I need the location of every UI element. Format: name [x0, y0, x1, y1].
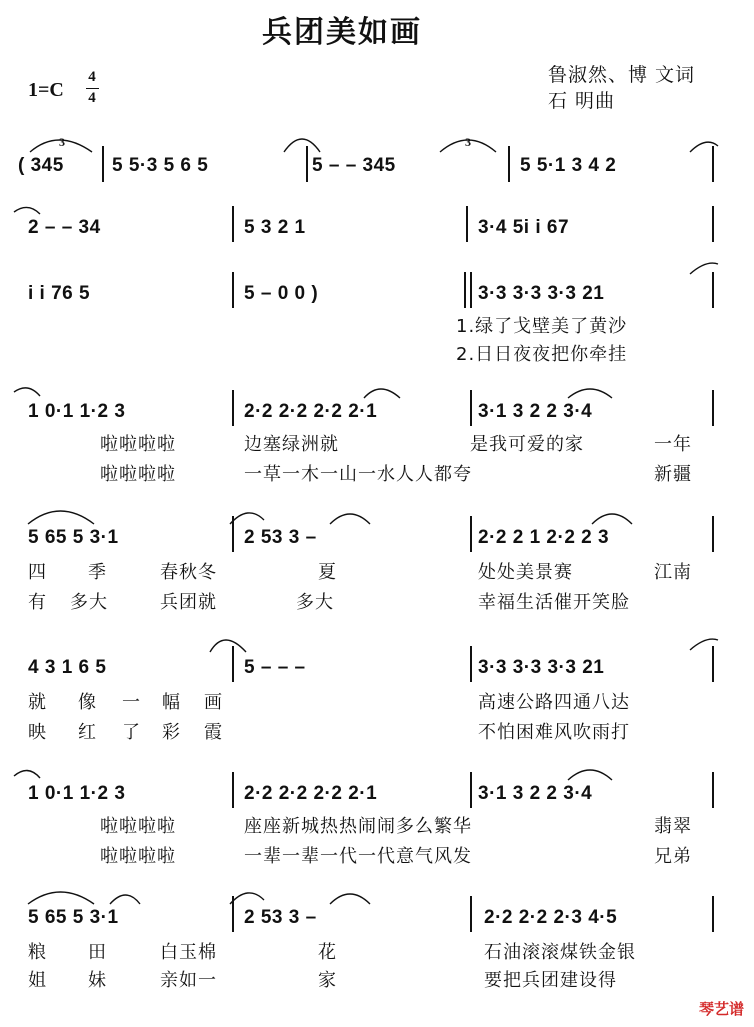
measure: 5 – – – — [244, 657, 306, 678]
key-signature: 1=C — [28, 79, 64, 101]
lyric-word: 粮 — [28, 942, 47, 963]
slur — [330, 894, 370, 904]
notation-row-4: 1 0·1 1·2 3 — [28, 401, 126, 422]
lyric-line: 啦啦啦啦 — [100, 846, 176, 867]
lyric-word: 幅 — [162, 692, 181, 713]
lyric-line: 兄弟 — [654, 846, 692, 867]
lyric-line: 是我可爱的家 — [470, 434, 584, 455]
lyric-line: 啦啦啦啦 — [100, 464, 176, 485]
measure: 5 3 2 1 — [244, 217, 306, 238]
slur — [440, 140, 496, 152]
lyric-verse-2: 2.日日夜夜把你牵挂 — [456, 344, 628, 365]
lyric-word: 高速公路四通八达 — [478, 692, 630, 713]
lyric-word: 有 — [28, 592, 47, 613]
slur — [28, 511, 94, 524]
lyric-word: 姐 — [28, 970, 47, 991]
measure: 5 – – 345 — [312, 155, 396, 176]
measure: 3·1 3 2 2 3·4 — [478, 783, 593, 804]
slur — [284, 139, 320, 152]
notation-row-7: 1 0·1 1·2 3 — [28, 783, 126, 804]
lyric-word: 幸福生活催开笑脸 — [478, 592, 630, 613]
lyric-word: 妹 — [88, 970, 107, 991]
slur — [568, 389, 612, 398]
measure: 3·1 3 2 2 3·4 — [478, 401, 593, 422]
lyric-word: 多大 — [70, 592, 108, 613]
lyric-word: 画 — [204, 692, 223, 713]
measure: 5 – 0 0 ) — [244, 283, 319, 304]
measure: 3·4 5i i 67 — [478, 217, 570, 238]
lyric-word: 花 — [318, 942, 337, 963]
lyric-word: 彩 — [162, 722, 181, 743]
lyric-word: 霞 — [204, 722, 223, 743]
notation-row-2: 2 – – 34 — [28, 217, 101, 238]
lyric-word: 一 — [122, 692, 141, 713]
lyric-word: 映 — [28, 722, 47, 743]
measure: 2·2 2·2 2·2 2·1 — [244, 401, 378, 422]
measure: 2·2 2 1 2·2 2 3 — [478, 527, 610, 548]
slur — [364, 389, 400, 398]
lyric-line: 一辈一辈一代一代意气风发 — [244, 846, 472, 867]
lyric-word: 春秋冬 — [160, 562, 217, 583]
lyric-word: 像 — [78, 692, 97, 713]
measure: 5 5·1 3 4 2 — [520, 155, 617, 176]
slur — [210, 640, 246, 652]
slur — [330, 514, 370, 524]
slur — [30, 140, 92, 152]
triplet-mark: 3 — [59, 135, 65, 149]
slur — [230, 893, 264, 904]
slur — [690, 263, 718, 274]
notation-row-8: 5 65 5 3·1 — [28, 907, 119, 928]
slur — [690, 639, 718, 650]
lyric-word: 季 — [88, 562, 107, 583]
lyric-line: 边塞绿洲就 — [244, 434, 339, 455]
lyric-word: 江南 — [654, 562, 692, 583]
lyric-line: 啦啦啦啦 — [100, 434, 176, 455]
lyric-word: 处处美景赛 — [478, 562, 573, 583]
measure: 2 53 3 – — [244, 907, 317, 928]
notation-row-1: ( 345 — [18, 155, 64, 176]
slur — [110, 895, 140, 904]
lyric-word: 要把兵团建设得 — [484, 970, 617, 991]
measure: 3·3 3·3 3·3 21 — [478, 657, 605, 678]
lyric-word: 石油滚滚煤铁金银 — [484, 942, 636, 963]
notation-row-3: i i 76 5 — [28, 283, 91, 304]
lyric-line: 翡翠 — [654, 816, 692, 837]
slur — [14, 770, 40, 778]
slur — [230, 513, 264, 524]
lyric-word: 夏 — [318, 562, 337, 583]
lyric-word: 兵团就 — [160, 592, 217, 613]
lyric-word: 就 — [28, 692, 47, 713]
notation-row-5: 5 65 5 3·1 — [28, 527, 119, 548]
time-signature-top: 4 — [88, 69, 96, 85]
lyric-word: 了 — [122, 722, 141, 743]
slur — [568, 770, 612, 780]
slur — [690, 142, 718, 152]
lyric-line: 一年 — [654, 434, 692, 455]
lyric-line: 新疆 — [654, 464, 692, 485]
lyric-word: 不怕困难风吹雨打 — [478, 722, 630, 743]
slur — [28, 892, 94, 904]
lyricist-credit: 鲁淑然、博 文词 — [548, 64, 696, 86]
measure: 2 53 3 – — [244, 527, 317, 548]
slur — [14, 388, 40, 396]
lyric-line: 座座新城热热闹闹多么繁华 — [244, 816, 472, 837]
time-signature-bottom: 4 — [88, 90, 96, 106]
song-title: 兵团美如画 — [262, 15, 422, 50]
lyric-line: 啦啦啦啦 — [100, 816, 176, 837]
measure: 3·3 3·3 3·3 21 — [478, 283, 605, 304]
slur — [14, 207, 40, 214]
lyric-verse-1: 1.绿了戈壁美了黄沙 — [456, 316, 628, 337]
notation-row-6: 4 3 1 6 5 — [28, 657, 107, 678]
measure: 2·2 2·2 2·3 4·5 — [484, 907, 618, 928]
triplet-mark: 3 — [465, 135, 471, 149]
measure: 2·2 2·2 2·2 2·1 — [244, 783, 378, 804]
lyric-word: 亲如一 — [160, 970, 217, 991]
lyric-word: 白玉棉 — [160, 942, 217, 963]
composer-credit: 石 明曲 — [548, 90, 616, 112]
lyric-word: 红 — [78, 722, 97, 743]
lyric-word: 田 — [88, 942, 107, 963]
measure: 5 5·3 5 6 5 — [112, 155, 209, 176]
lyric-word: 四 — [28, 562, 47, 583]
lyric-line: 一草一木一山一水人人都夸 — [244, 464, 472, 485]
slur — [592, 514, 632, 524]
watermark-logo: 琴艺谱 — [698, 1000, 744, 1018]
lyric-word: 多大 — [296, 592, 334, 613]
lyric-word: 家 — [318, 970, 337, 991]
